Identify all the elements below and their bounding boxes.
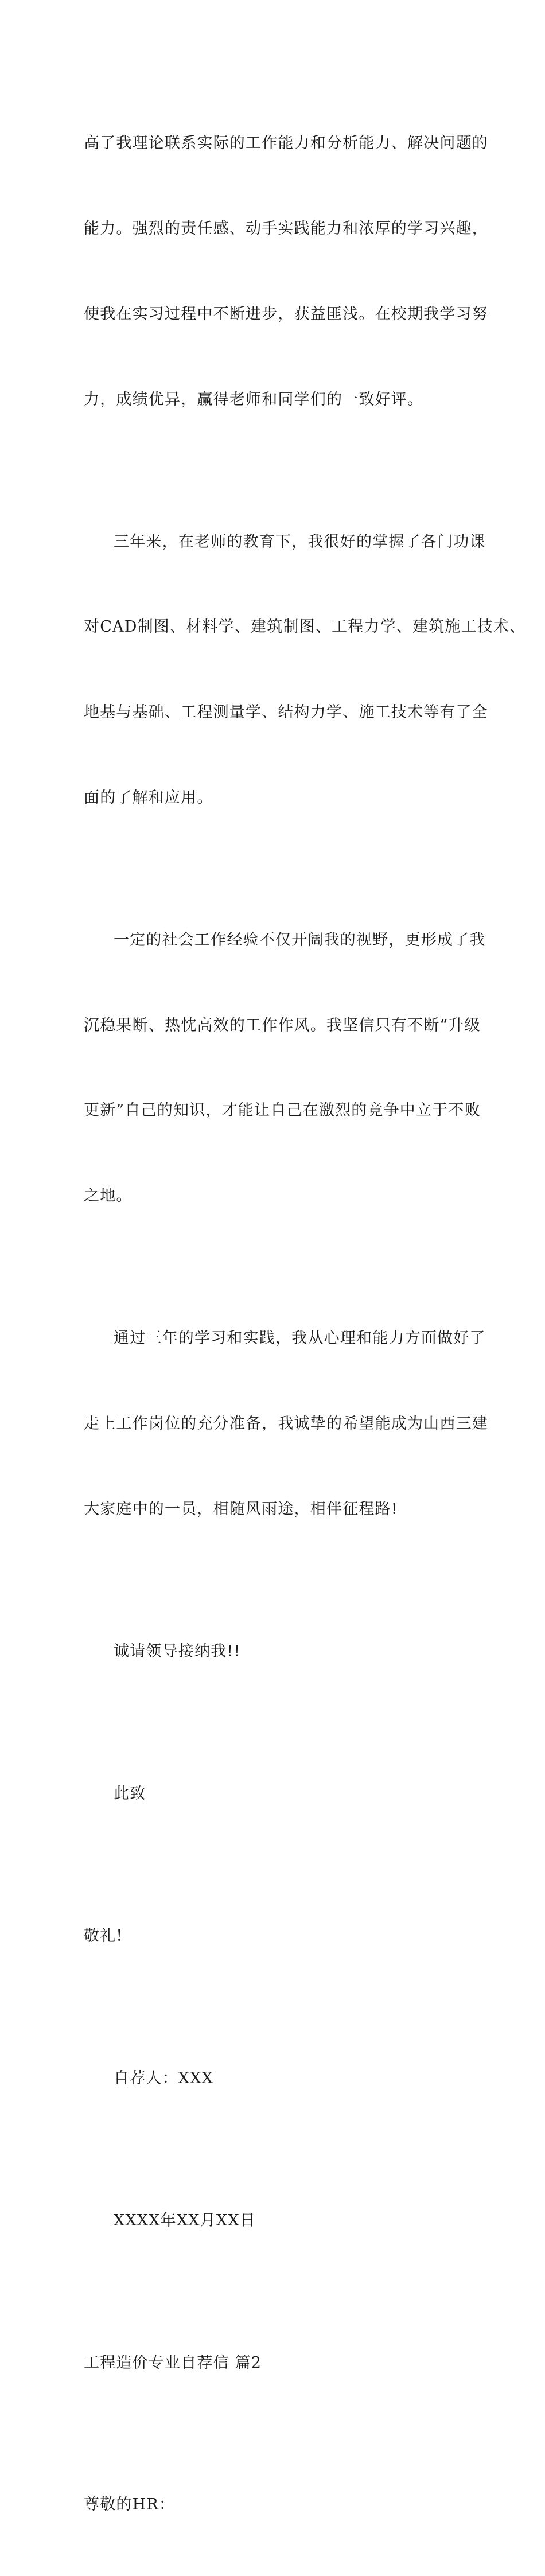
closing-salutation xyxy=(84,1722,480,1865)
text-line: 面的了解和应用。 xyxy=(84,788,213,807)
text-line: 尊敬的HR： xyxy=(84,2496,176,2514)
text-line: 更新”自己的知识，才能让自己在激烈的竞争中立于不败 xyxy=(84,1102,481,1120)
greeting xyxy=(84,2434,480,2576)
text-line: 之地。 xyxy=(84,1187,133,1205)
text-line: 工程造价专业自荐信 篇2 xyxy=(84,2353,262,2372)
text-line: 高了我理论联系实际的工作能力和分析能力、解决问题的 xyxy=(84,134,488,153)
letter-body xyxy=(84,72,526,2576)
paragraph-request xyxy=(84,1580,480,1722)
text-line: 力，成绩优异，赢得老师和同学们的一致好评。 xyxy=(84,390,424,408)
text-line: 一定的社会工作经验不仅开阔我的视野，更形成了我 xyxy=(114,931,486,949)
text-line: 三年来，在老师的教育下，我很好的掌握了各门功课 xyxy=(114,532,486,551)
text-line: 通过三年的学习和实践，我从心理和能力方面做好了 xyxy=(114,1329,486,1348)
paragraph-study-ability xyxy=(84,72,488,470)
paragraph-work-experience xyxy=(84,869,486,1267)
text-line: 地基与基础、工程测量学、结构力学、施工技术等有了全 xyxy=(84,703,488,722)
signature-date xyxy=(84,2149,480,2291)
text-line: 大家庭中的一员，相随风雨途，相伴征程路! xyxy=(84,1500,398,1518)
closing-regards xyxy=(84,1865,480,2007)
text-line: 敬礼! xyxy=(84,1927,123,1945)
paragraph-courses xyxy=(84,470,526,869)
signature-name xyxy=(84,2007,480,2149)
text-line: XXXX年XX月XX日 xyxy=(114,2211,256,2229)
text-line: 使我在实习过程中不断进步，获益匪浅。在校期我学习努 xyxy=(84,305,488,323)
text-line: 沉稳果断、热忱高效的工作作风。我坚信只有不断“升级 xyxy=(84,1016,481,1034)
text-line: 走上工作岗位的充分准备，我诚挚的希望能成为山西三建 xyxy=(84,1414,488,1433)
text-line: 能力。强烈的责任感、动手实践能力和浓厚的学习兴趣， xyxy=(84,219,488,238)
paragraph-readiness xyxy=(84,1267,488,1581)
text-line: 自荐人：XXX xyxy=(114,2069,214,2087)
section-heading xyxy=(84,2291,480,2434)
text-line: 对CAD制图、材料学、建筑制图、工程力学、建筑施工技术、 xyxy=(84,618,526,636)
text-line: 诚请领导接纳我!! xyxy=(114,1642,241,1660)
text-line: 此致 xyxy=(114,1784,146,1803)
